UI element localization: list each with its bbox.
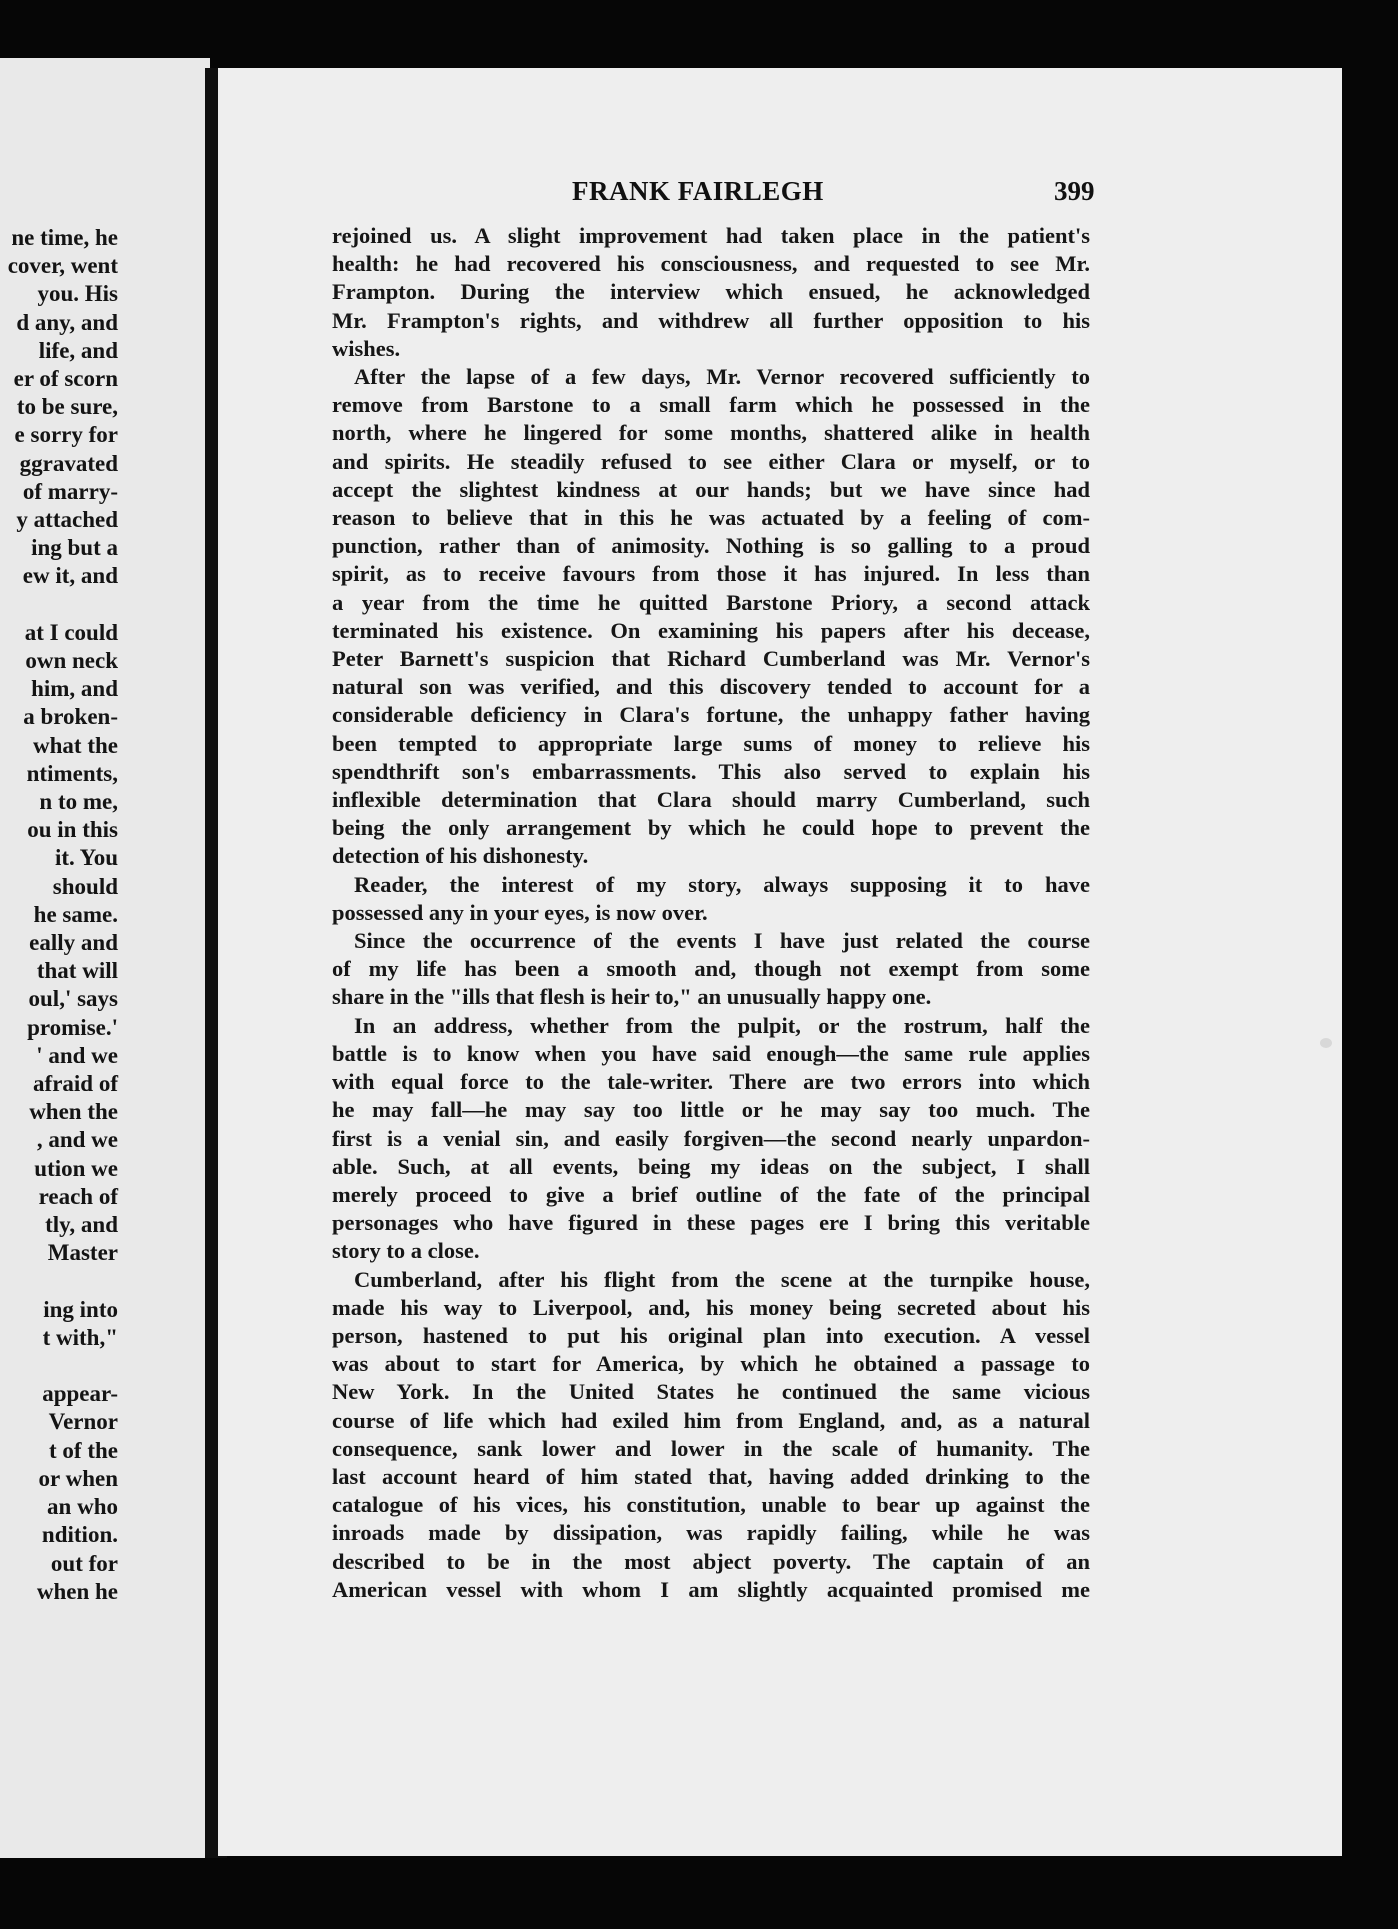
text-line: first is a venial sin, and easily forgiven—the second nearly unpardon- bbox=[332, 1125, 1090, 1151]
right-page bbox=[218, 68, 1342, 1856]
left-page-line: it. You bbox=[54, 845, 118, 871]
left-page-line: Vernor bbox=[48, 1409, 118, 1435]
left-page-line: promise.' bbox=[27, 1014, 118, 1040]
left-page-line: ing into bbox=[43, 1296, 118, 1322]
text-line: was about to start for America, by which he obtained a passage to bbox=[332, 1351, 1090, 1377]
left-page-line: er of scorn bbox=[13, 366, 118, 392]
text-line: made his way to Liverpool, and, his money being secreted about his bbox=[332, 1294, 1090, 1320]
text-line: course of life which had exiled him from England, and, as a natural bbox=[332, 1407, 1090, 1433]
text-line: spendthrift son's embarrassments. This also served to explain his bbox=[332, 758, 1090, 784]
text-line: north, where he lingered for some months, shattered alike in health bbox=[332, 420, 1090, 446]
text-line: punction, rather than of animosity. Nothing is so galling to a proud bbox=[332, 533, 1090, 559]
text-line: New York. In the United States he continued the same vicious bbox=[332, 1379, 1090, 1405]
left-page-line: oul,' says bbox=[28, 986, 118, 1012]
left-page-line: ou in this bbox=[27, 817, 118, 843]
left-page-line: should bbox=[52, 873, 118, 899]
text-line: considerable deficiency in Clara's fortune, the unhappy father having bbox=[332, 702, 1090, 728]
text-line: possessed any in your eyes, is now over. bbox=[332, 899, 708, 925]
page-header bbox=[218, 176, 1342, 212]
left-page-line: ing but a bbox=[31, 535, 118, 561]
text-line: In an address, whether from the pulpit, or the rostrum, half the bbox=[354, 1012, 1090, 1038]
left-page-line: that will bbox=[36, 958, 118, 984]
left-page-line: when he bbox=[36, 1578, 118, 1604]
left-page-line: ution we bbox=[34, 1155, 118, 1181]
text-line: detection of his dishonesty. bbox=[332, 843, 589, 869]
text-line: inflexible determination that Clara should marry Cumberland, such bbox=[332, 787, 1090, 813]
left-page-line: ne time, he bbox=[11, 225, 118, 250]
text-line: of my life has been a smooth and, though not exempt from some bbox=[332, 956, 1090, 982]
text-line: Reader, the interest of my story, always supposing it to have bbox=[354, 871, 1090, 897]
left-page-line bbox=[8, 591, 118, 619]
left-page-line: him, and bbox=[31, 676, 118, 702]
left-page-line: cover, went bbox=[7, 253, 118, 279]
text-line: a year from the time he quitted Barstone Priory, a second attack bbox=[332, 589, 1090, 615]
text-line: been tempted to appropriate large sums of money to relieve his bbox=[332, 730, 1090, 756]
text-line: wishes. bbox=[332, 335, 401, 361]
text-line: battle is to know when you have said enough—the same rule applies bbox=[332, 1040, 1090, 1066]
text-line: with equal force to the tale-writer. There are two errors into which bbox=[332, 1069, 1090, 1095]
left-page-line: afraid of bbox=[33, 1071, 118, 1097]
text-line: health: he had recovered his consciousness, and requested to see Mr. bbox=[332, 251, 1090, 277]
text-line: American vessel with whom I am slightly acquainted promised me bbox=[332, 1576, 1090, 1602]
text-line: Mr. Frampton's rights, and withdrew all further opposition to his bbox=[332, 307, 1090, 333]
left-page-line: own neck bbox=[25, 648, 118, 674]
text-line: able. Such, at all events, being my ideas on the subject, I shall bbox=[332, 1153, 1090, 1179]
left-page-line: an who bbox=[47, 1494, 118, 1520]
left-page-line: to be sure, bbox=[16, 394, 118, 420]
text-line: and spirits. He steadily refused to see either Clara or myself, or to bbox=[332, 448, 1090, 474]
left-page-line: he same. bbox=[33, 901, 118, 927]
text-line: Since the occurrence of the events I have just related the course bbox=[354, 928, 1090, 954]
text-line: After the lapse of a few days, Mr. Vernor recovered sufficiently to bbox=[354, 364, 1090, 390]
left-page bbox=[0, 58, 210, 1858]
left-page-line: t with," bbox=[42, 1324, 118, 1350]
left-page-line: ' and we bbox=[36, 1042, 118, 1068]
text-line: consequence, sank lower and lower in the scale of humanity. The bbox=[332, 1435, 1090, 1461]
left-page-line: what the bbox=[33, 732, 118, 758]
running-head: FRANK FAIRLEGH bbox=[572, 176, 824, 206]
left-page-line bbox=[8, 1352, 118, 1380]
left-page-line: t of the bbox=[49, 1437, 118, 1463]
text-line: Frampton. During the interview which ensued, he acknowledged bbox=[332, 279, 1090, 305]
left-page-line bbox=[8, 1268, 118, 1296]
text-line: merely proceed to give a brief outline of the fate of the principal bbox=[332, 1181, 1090, 1207]
left-page-line: out for bbox=[50, 1550, 118, 1576]
page-number: 399 bbox=[1054, 176, 1095, 206]
left-page-line: eally and bbox=[29, 930, 118, 956]
body-text bbox=[332, 222, 1090, 1604]
text-line: being the only arrangement by which he could hope to prevent the bbox=[332, 815, 1090, 841]
left-page-line: when the bbox=[29, 1099, 118, 1125]
left-page-line: , and we bbox=[36, 1127, 118, 1153]
text-line: described to be in the most abject poverty. The captain of an bbox=[332, 1548, 1090, 1574]
left-page-line: life, and bbox=[38, 337, 118, 363]
left-page-line: ggravated bbox=[19, 450, 118, 476]
left-page-line: appear- bbox=[42, 1381, 118, 1407]
text-line: natural son was verified, and this discovery tended to account for a bbox=[332, 674, 1090, 700]
left-page-line: ntiments, bbox=[26, 760, 118, 786]
text-line: accept the slightest kindness at our hands; but we have since had bbox=[332, 476, 1090, 502]
left-page-line: e sorry for bbox=[14, 422, 118, 448]
text-line: share in the "ills that flesh is heir to," an unusually happy one. bbox=[332, 984, 932, 1010]
text-line: inroads made by dissipation, was rapidly failing, while he was bbox=[332, 1520, 1090, 1546]
text-line: personages who have figured in these pages ere I bring this veritable bbox=[332, 1210, 1090, 1236]
left-page-line: a broken- bbox=[23, 704, 118, 730]
text-line: remove from Barstone to a small farm which he possessed in the bbox=[332, 392, 1090, 418]
text-line: catalogue of his vices, his constitution, unable to bear up against the bbox=[332, 1492, 1090, 1518]
text-line: Cumberland, after his flight from the scene at the turnpike house, bbox=[354, 1266, 1090, 1292]
text-line: spirit, as to receive favours from those it has injured. In less than bbox=[332, 561, 1090, 587]
left-page-line: at I could bbox=[24, 619, 118, 645]
text-line: rejoined us. A slight improvement had taken place in the patient's bbox=[332, 223, 1090, 248]
left-page-line: d any, and bbox=[16, 309, 118, 335]
text-line: reason to believe that in this he was actuated by a feeling of com- bbox=[332, 505, 1090, 531]
left-page-line: you. His bbox=[37, 281, 118, 307]
left-page-line: tly, and bbox=[45, 1212, 118, 1238]
text-line: Peter Barnett's suspicion that Richard Cumberland was Mr. Vernor's bbox=[332, 646, 1090, 672]
left-page-line: Master bbox=[47, 1240, 118, 1266]
paper-speck bbox=[1320, 1038, 1332, 1048]
left-page-line: n to me, bbox=[39, 789, 118, 815]
text-line: terminated his existence. On examining his papers after his decease, bbox=[332, 617, 1090, 643]
left-page-line: or when bbox=[38, 1465, 118, 1491]
left-page-line: reach of bbox=[38, 1183, 118, 1209]
text-line: person, hastened to put his original plan into execution. A vessel bbox=[332, 1322, 1090, 1348]
text-line: he may fall—he may say too little or he may say too much. The bbox=[332, 1097, 1090, 1123]
text-line: last account heard of him stated that, having added drinking to the bbox=[332, 1463, 1090, 1489]
left-page-line: y attached bbox=[16, 507, 118, 533]
text-line: story to a close. bbox=[332, 1238, 480, 1264]
left-page-line: ndition. bbox=[41, 1522, 118, 1548]
left-page-text bbox=[8, 224, 118, 1606]
left-page-line: of marry- bbox=[22, 478, 118, 504]
left-page-line: ew it, and bbox=[22, 563, 118, 589]
